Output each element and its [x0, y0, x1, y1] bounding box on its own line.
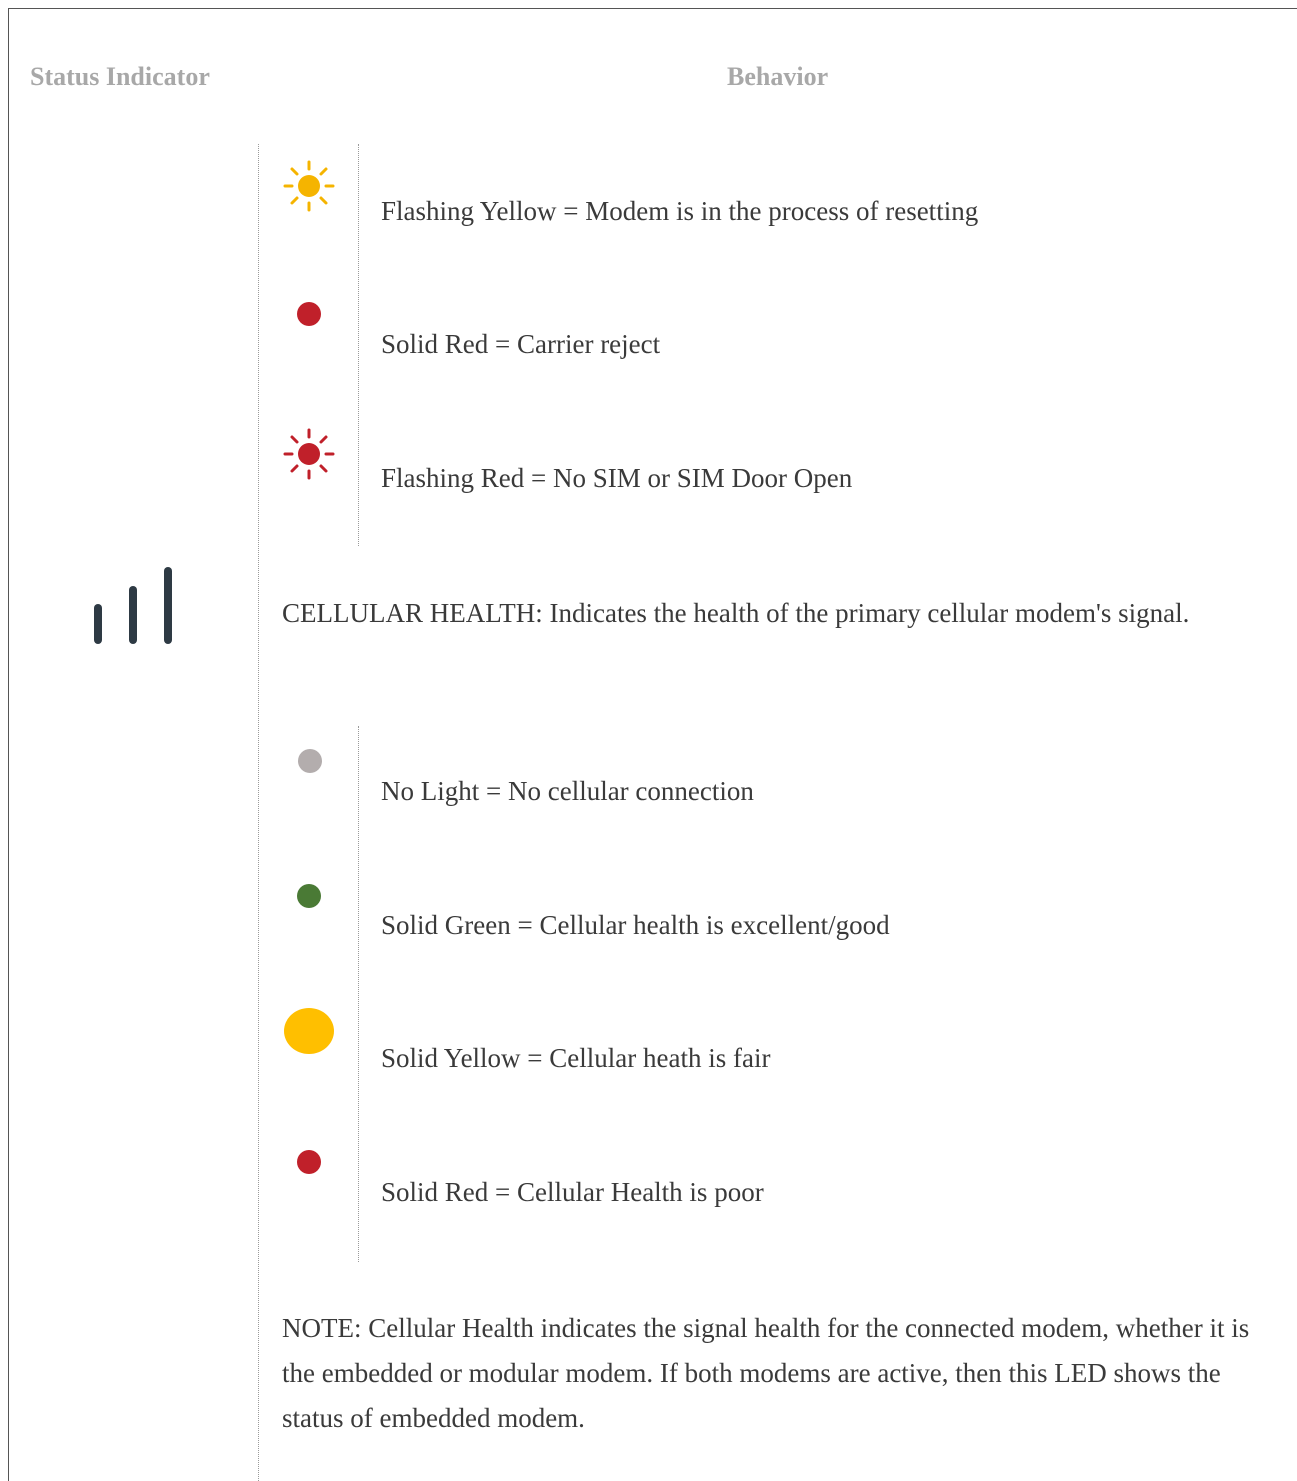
table-frame — [8, 8, 1297, 1481]
signal-bars-icon — [92, 566, 174, 646]
sub-column-divider — [358, 726, 359, 1262]
cellular-state-text: No Light = No cellular connection — [381, 776, 754, 806]
red-dot-icon — [297, 1150, 321, 1174]
flashing-yellow-icon — [283, 160, 335, 212]
gray-dot-icon — [298, 749, 322, 773]
solid-red-dot-icon — [297, 302, 321, 326]
column-header-behavior: Behavior — [727, 62, 829, 91]
cellular-health-description: CELLULAR HEALTH: Indicates the health of the primary cellular modem's signal. — [282, 598, 1190, 628]
cellular-state-text: Solid Green = Cellular health is excellent/good — [381, 910, 890, 940]
flashing-red-icon — [283, 428, 335, 480]
sub-column-divider — [358, 144, 359, 546]
cellular-state-text: Solid Yellow = Cellular heath is fair — [381, 1043, 771, 1073]
note-text: NOTE: Cellular Health indicates the signal health for the connected modem, whether it is the embedded or modular modem. If both modems are active, then this LED shows the status of embedded modem. — [282, 1313, 1250, 1433]
modem-state-text: Flashing Yellow = Modem is in the process of resetting — [381, 196, 979, 226]
modem-state-text: Solid Red = Carrier reject — [381, 329, 661, 359]
yellow-dot-icon — [284, 1008, 334, 1054]
modem-state-text: Flashing Red = No SIM or SIM Door Open — [381, 463, 853, 493]
column-header-status-indicator: Status Indicator — [30, 62, 210, 91]
cellular-state-text: Solid Red = Cellular Health is poor — [381, 1177, 764, 1207]
column-divider — [258, 144, 259, 1481]
green-dot-icon — [297, 884, 321, 908]
